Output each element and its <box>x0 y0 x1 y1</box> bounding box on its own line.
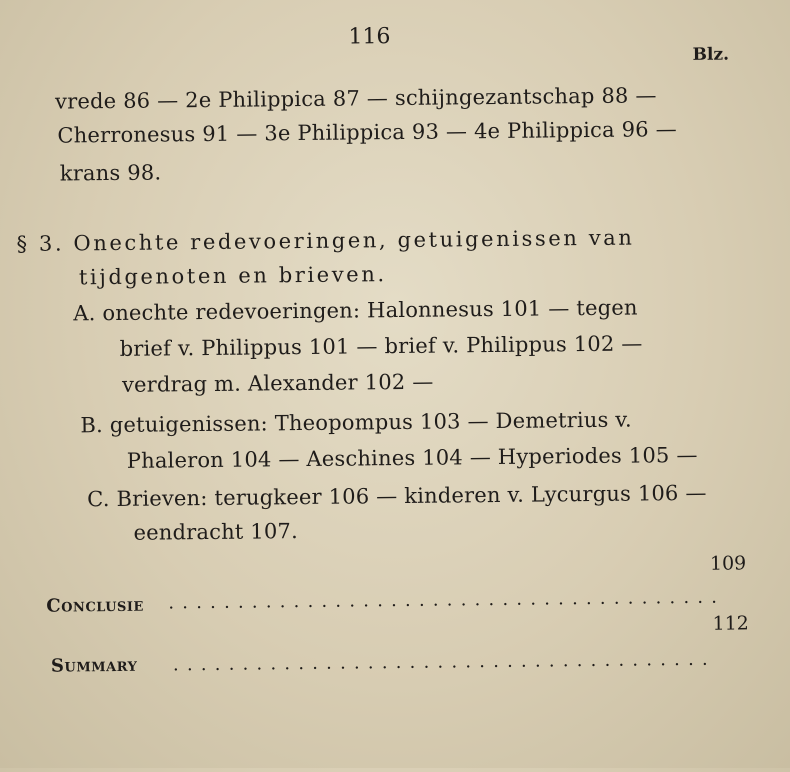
continuation-line: krans 98. <box>59 160 162 186</box>
subsection-b-line: Phaleron 104 — Aeschines 104 — Hyperiodes 105 — <box>126 442 698 473</box>
section-heading-cont: tijdgenoten en brieven. <box>78 262 387 290</box>
subsection-a-line: A. onechte redevoeringen: Halonnesus 101 — tegen <box>73 295 638 326</box>
subsection-b-line: B. getuigenissen: Theopompus 103 — Demetrius v. <box>80 407 632 438</box>
toc-entry-page: 112 <box>712 612 749 635</box>
continuation-line: Cherronesus 91 — 3e Philippica 93 — 4e Philippica 96 — <box>57 117 677 148</box>
toc-leader-dots: ........................................ <box>168 586 726 614</box>
page-number: 116 <box>348 24 391 50</box>
subsection-c-line: C. Brieven: terugkeer 106 — kinderen v. Lycurgus 106 — <box>87 480 707 512</box>
toc-leader-dots: ....................................... <box>172 648 717 676</box>
toc-entry-label: Conclusie <box>46 594 144 617</box>
subsection-a-line: brief v. Philippus 101 — brief v. Philippus 102 — <box>119 331 643 361</box>
subsection-a-line: verdrag m. Alexander 102 — <box>121 369 434 397</box>
continuation-line: vrede 86 — 2e Philippica 87 — schijngezantschap 88 — <box>54 83 657 114</box>
toc-entry-label: Summary <box>50 654 138 677</box>
toc-entry-page: 109 <box>709 552 747 575</box>
subsection-c-line: eendracht 107. <box>133 519 299 545</box>
section-heading: § 3. Onechte redevoeringen, getuigenissen van <box>16 225 635 257</box>
column-header-blz: Blz. <box>692 44 730 65</box>
